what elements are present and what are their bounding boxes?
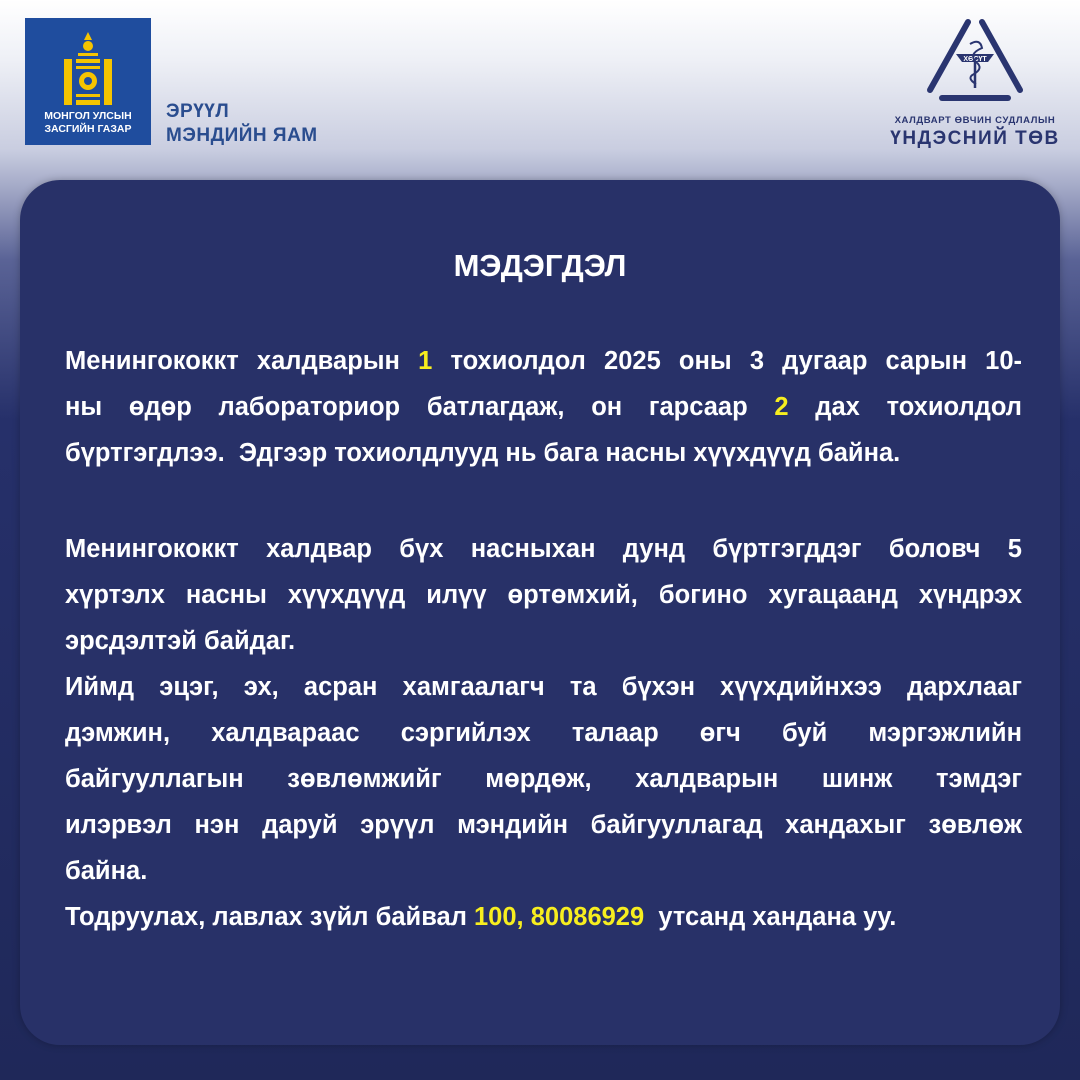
notice-text: Менингококкт халдвар бүх насныхан дунд бүртгэгддэг боловч 5 — [65, 535, 1022, 563]
notice-line — [65, 802, 1022, 848]
notice-line — [65, 526, 1022, 572]
notice-text: илэрвэл нэн даруй эрүүл мэндийн байгууллагад хандахыг зөвлөж — [65, 811, 1022, 839]
notice-text: байгууллагын зөвлөмжийг мөрдөж, халдварын шинж тэмдэг — [65, 765, 1022, 793]
ministry-name-line1: ЭРҮҮЛ — [166, 101, 230, 122]
highlighted-text: 2 — [774, 393, 789, 421]
notice-text: Иймд эцэг, эх, асран хамгаалагч та бүхэн хүүхдийнхээ дархлааг — [65, 673, 1022, 701]
ministry-name-line2: МЭНДИЙН ЯАМ — [166, 125, 318, 146]
notice-line — [65, 894, 1022, 940]
notice-line — [65, 756, 1022, 802]
notice-text: тохиолдол 2025 оны 3 дугаар сарын 10- — [432, 347, 1022, 375]
center-name-top: ХАЛДВАРТ ӨВЧИН СУДЛАЛЫН — [894, 115, 1056, 126]
notice-body — [65, 338, 1022, 940]
paragraph-gap — [65, 476, 1022, 526]
notice-text: дэмжин, халдвараас сэргийлэх талаар өгч буй мэргэжлийн — [65, 719, 1022, 747]
soyombo-emblem-icon — [64, 32, 112, 108]
gov-logo-line2: ЗАСГИЙН ГАЗАР — [44, 123, 132, 135]
notice-line — [65, 664, 1022, 710]
notice-line — [65, 430, 1022, 476]
center-logo-text: ХӨСҮТ — [963, 56, 987, 63]
notice-text: ны өдөр лабораториор батлагдаж, он гарсаар — [65, 393, 775, 421]
notice-line — [65, 710, 1022, 756]
highlighted-text: 1 — [418, 347, 433, 375]
notice-text: утсанд хандана уу. — [644, 903, 897, 931]
notice-text: хүртэлх насны хүүхдүүд илүү өртөмхий, богино хугацаанд хүндрэх — [65, 581, 1022, 609]
notice-line — [65, 572, 1022, 618]
ministry-name — [166, 100, 318, 148]
notice-text: байна. — [65, 857, 148, 885]
notice-text: бүртгэгдлээ. Эдгээр тохиолдлууд нь бага насны хүүхдүүд байна. — [65, 439, 901, 467]
notice-title: МЭДЭГДЭЛ — [453, 248, 627, 283]
notice-text: Менингококкт халдварын — [65, 347, 419, 375]
notice-line — [65, 338, 1022, 384]
triangle-caduceus-icon — [920, 10, 1030, 105]
notice-line — [65, 384, 1022, 430]
notice-text: дах тохиолдол — [788, 393, 1022, 421]
center-logo — [880, 10, 1070, 150]
notice-text: эрсдэлтэй байдаг. — [65, 627, 296, 655]
government-logo — [25, 18, 151, 145]
highlighted-text: 100, 80086929 — [474, 903, 645, 931]
gov-logo-line1: МОНГОЛ УЛСЫН — [44, 110, 132, 122]
notice-line — [65, 618, 1022, 664]
notice-text: Тодруулах, лавлах зүйл байвал — [65, 903, 474, 931]
center-name-bottom: ҮНДЭСНИЙ ТӨВ — [890, 128, 1060, 149]
notice-line — [65, 848, 1022, 894]
